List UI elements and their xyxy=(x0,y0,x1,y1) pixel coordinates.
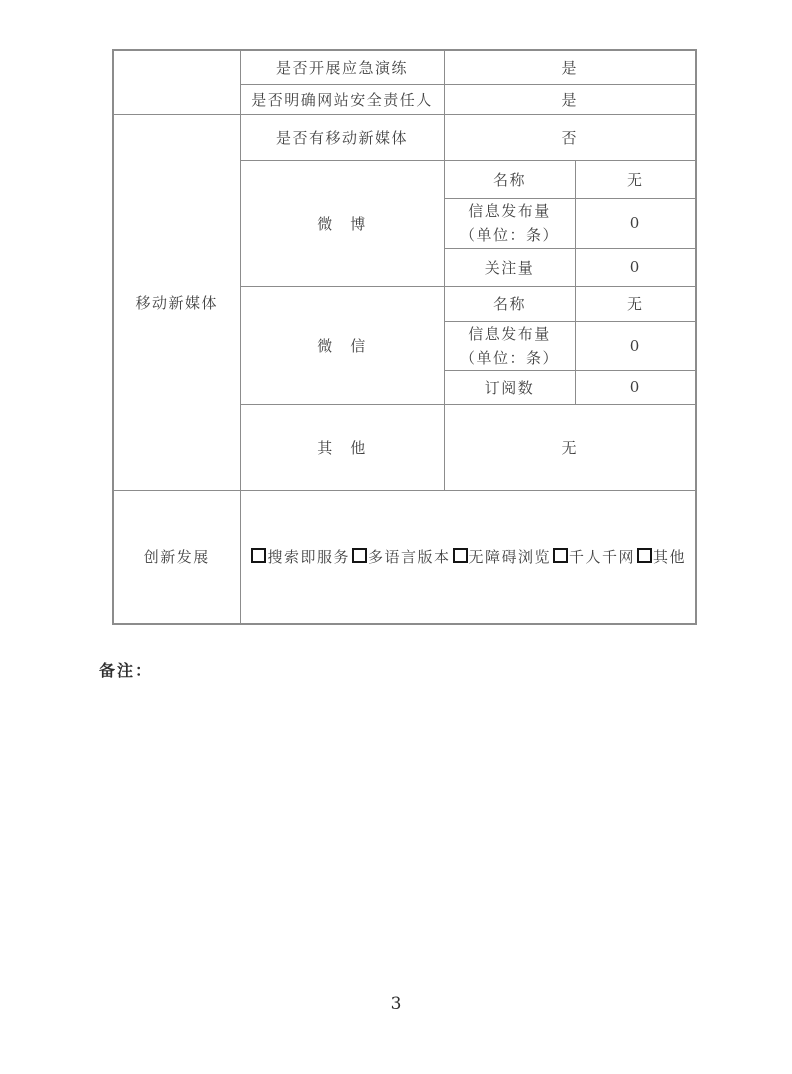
cell-wechat-name-label: 名称 xyxy=(444,286,575,321)
cell-has-mobile-label: 是否有移动新媒体 xyxy=(240,114,444,160)
checkbox-unchecked-icon xyxy=(251,548,266,563)
cell-has-mobile-value: 否 xyxy=(444,114,696,160)
option-accessibility xyxy=(451,548,552,566)
cell-security-officer-value: 是 xyxy=(444,84,696,114)
cell-weibo-posts-label xyxy=(444,198,575,248)
cell-weibo-posts-value: 0 xyxy=(575,198,696,248)
option-label-thousand-sites: 千人千网 xyxy=(569,548,636,567)
cell-section-blank xyxy=(113,50,240,114)
cell-wechat-subs-value: 0 xyxy=(575,370,696,404)
option-search-as-service xyxy=(249,548,350,566)
cell-wechat-subs-label: 订阅数 xyxy=(444,370,575,404)
checkbox-unchecked-icon xyxy=(637,548,652,563)
weibo-posts-label-line2: （单位：条） xyxy=(459,226,559,244)
cell-weibo-name-label: 名称 xyxy=(444,160,575,198)
option-other xyxy=(635,548,686,566)
cell-weibo-followers-label: 关注量 xyxy=(444,248,575,286)
cell-wechat-label: 微 信 xyxy=(240,286,444,404)
cell-weibo-followers-value: 0 xyxy=(575,248,696,286)
notes-label: 备注： xyxy=(99,661,154,680)
cell-innovation-options xyxy=(240,490,696,624)
checkbox-unchecked-icon xyxy=(352,548,367,563)
cell-wechat-name-value: 无 xyxy=(575,286,696,321)
option-label-other: 其他 xyxy=(653,548,687,567)
weibo-posts-label-line1: 信息发布量 xyxy=(468,202,551,220)
cell-emergency-drill-label: 是否开展应急演练 xyxy=(240,50,444,84)
option-label-search-as-service: 搜索即服务 xyxy=(267,548,350,567)
cell-other-value: 无 xyxy=(444,404,696,490)
cell-security-officer-label: 是否明确网站安全责任人 xyxy=(240,84,444,114)
cell-wechat-posts-value: 0 xyxy=(575,321,696,370)
cell-innovation-section-label: 创新发展 xyxy=(113,490,240,624)
option-thousand-sites xyxy=(551,548,635,566)
wechat-posts-label-line1: 信息发布量 xyxy=(468,324,551,343)
cell-other-label: 其 他 xyxy=(240,404,444,490)
report-table xyxy=(112,49,697,625)
wechat-posts-label-line2: （单位：条） xyxy=(459,348,559,367)
page-number: 3 xyxy=(390,994,402,1014)
checkbox-unchecked-icon xyxy=(553,548,568,563)
cell-weibo-label: 微 博 xyxy=(240,160,444,286)
cell-wechat-posts-label xyxy=(444,321,575,370)
cell-mobile-media-section-label: 移动新媒体 xyxy=(113,114,240,490)
option-multilingual xyxy=(350,548,451,566)
option-label-multilingual: 多语言版本 xyxy=(367,548,451,567)
option-label-accessibility: 无障碍浏览 xyxy=(468,548,552,567)
cell-emergency-drill-value: 是 xyxy=(444,50,696,84)
checkbox-unchecked-icon xyxy=(453,548,468,563)
cell-weibo-name-value: 无 xyxy=(575,160,696,198)
